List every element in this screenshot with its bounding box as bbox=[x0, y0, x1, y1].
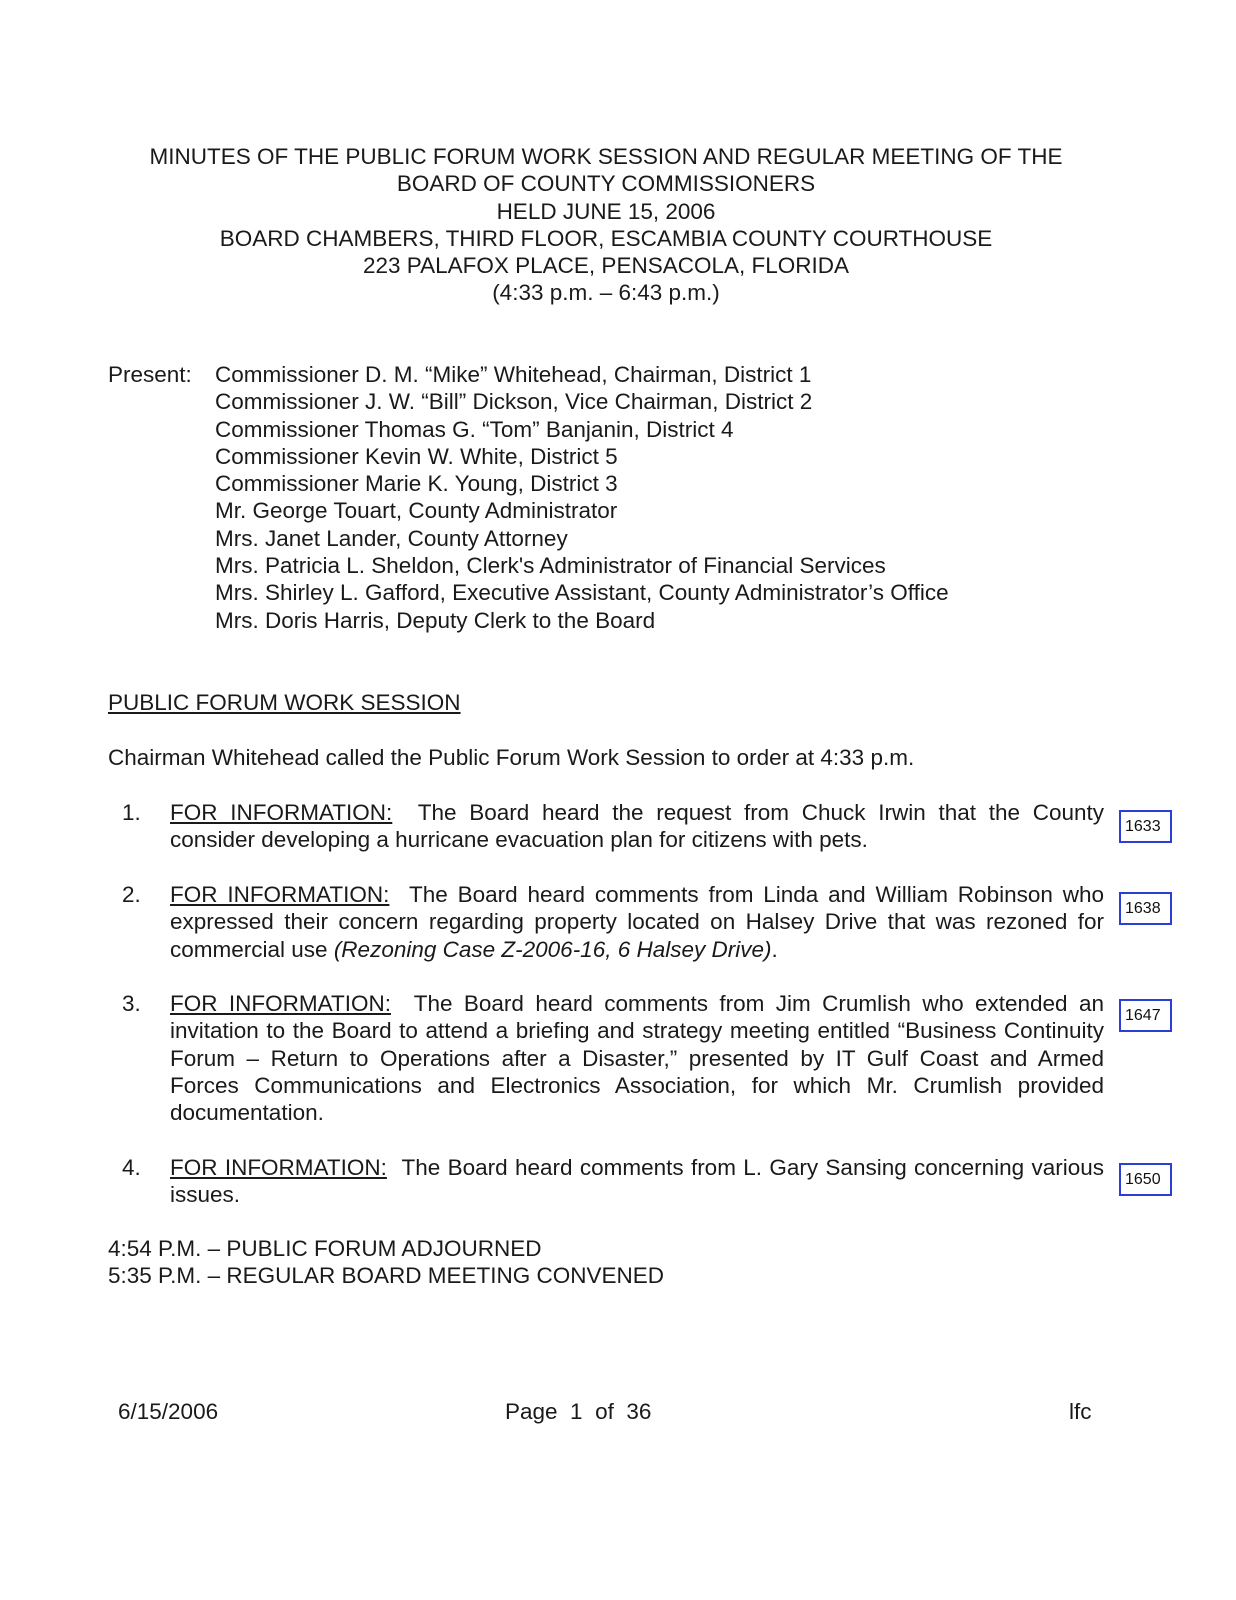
item-number: 3. bbox=[122, 991, 141, 1016]
reference-number-box: 1647 bbox=[1119, 999, 1172, 1032]
attendee: Mrs. Doris Harris, Deputy Clerk to the Board bbox=[215, 607, 656, 633]
attendee: Commissioner Marie K. Young, District 3 bbox=[215, 471, 618, 497]
agenda-item bbox=[108, 881, 1104, 963]
attendee: Mr. George Touart, County Administrator bbox=[215, 498, 618, 524]
attendee: Commissioner Thomas G. “Tom” Banjanin, District 4 bbox=[215, 416, 734, 442]
item-label: FOR INFORMATION: bbox=[170, 800, 393, 825]
item-end: . bbox=[771, 936, 778, 962]
attendee-list bbox=[215, 361, 949, 634]
attendee: Mrs. Shirley L. Gafford, Executive Assistant, County Administrator’s Office bbox=[215, 580, 949, 606]
footer-initials: lfc bbox=[1069, 1399, 1092, 1424]
reference-number-box: 1633 bbox=[1119, 810, 1172, 843]
item-text: The Board heard comments from Linda and William Robinson who expressed their concern regarding property located on Halsey Drive that was rezoned for commercial use bbox=[170, 882, 1104, 962]
item-text: The Board heard comments from Jim Crumlish who extended an invitation to the Board to attend a briefing and strategy meeting entitled “Business Continuity Forum – Return to Operations after a Disaster,” presented by IT Gulf Coast and Armed Forces Communications and Electronics Association, for which Mr. Crumlish provided documentation. bbox=[170, 991, 1104, 1126]
agenda-item bbox=[108, 799, 1104, 854]
title-line: BOARD CHAMBERS, THIRD FLOOR, ESCAMBIA COUNTY COURTHOUSE bbox=[219, 225, 993, 251]
item-text: The Board heard comments from L. Gary Sansing concerning various issues. bbox=[170, 1155, 1104, 1208]
attendee: Commissioner D. M. “Mike” Whitehead, Chairman, District 1 bbox=[215, 362, 812, 387]
attendee: Mrs. Patricia L. Sheldon, Clerk's Administrator of Financial Services bbox=[215, 553, 886, 579]
item-number: 1. bbox=[122, 800, 141, 825]
section-heading: PUBLIC FORUM WORK SESSION bbox=[108, 690, 461, 715]
intro-paragraph: Chairman Whitehead called the Public Forum Work Session to order at 4:33 p.m. bbox=[108, 745, 915, 770]
item-text: The Board heard the request from Chuck Irwin that the County consider developing a hurricane evacuation plan for citizens with pets. bbox=[170, 800, 1104, 853]
footer-page-number: Page 1 of 36 bbox=[505, 1399, 652, 1424]
reference-number-box: 1650 bbox=[1119, 1163, 1172, 1196]
item-number: 2. bbox=[122, 882, 141, 907]
agenda-item bbox=[108, 1154, 1104, 1209]
title-line: 223 PALAFOX PLACE, PENSACOLA, FLORIDA bbox=[362, 253, 849, 279]
convened-line: 5:35 P.M. – REGULAR BOARD MEETING CONVENED bbox=[108, 1263, 664, 1289]
item-number: 4. bbox=[122, 1155, 141, 1180]
adjourned-line: 4:54 P.M. – PUBLIC FORUM ADJOURNED bbox=[108, 1236, 542, 1261]
title-line: BOARD OF COUNTY COMMISSIONERS bbox=[396, 171, 816, 197]
title-line: (4:33 p.m. – 6:43 p.m.) bbox=[492, 280, 720, 306]
attendee: Mrs. Janet Lander, County Attorney bbox=[215, 525, 568, 551]
agenda-item bbox=[108, 990, 1104, 1126]
document-title bbox=[0, 143, 1212, 307]
rezoning-case: (Rezoning Case Z-2006-16, 6 Halsey Drive) bbox=[333, 936, 772, 962]
attendee: Commissioner J. W. “Bill” Dickson, Vice Chairman, District 2 bbox=[215, 389, 813, 415]
item-label: FOR INFORMATION: bbox=[170, 991, 391, 1016]
attendee: Commissioner Kevin W. White, District 5 bbox=[215, 443, 618, 469]
title-line: HELD JUNE 15, 2006 bbox=[496, 198, 716, 224]
present-label: Present: bbox=[108, 362, 192, 387]
item-label: FOR INFORMATION: bbox=[170, 882, 390, 907]
session-timeline bbox=[108, 1235, 664, 1290]
item-label: FOR INFORMATION: bbox=[170, 1155, 387, 1180]
footer-date: 6/15/2006 bbox=[118, 1399, 219, 1424]
title-line: MINUTES OF THE PUBLIC FORUM WORK SESSION AND REGULAR MEETING OF THE bbox=[149, 144, 1063, 169]
reference-number-box: 1638 bbox=[1119, 892, 1172, 925]
